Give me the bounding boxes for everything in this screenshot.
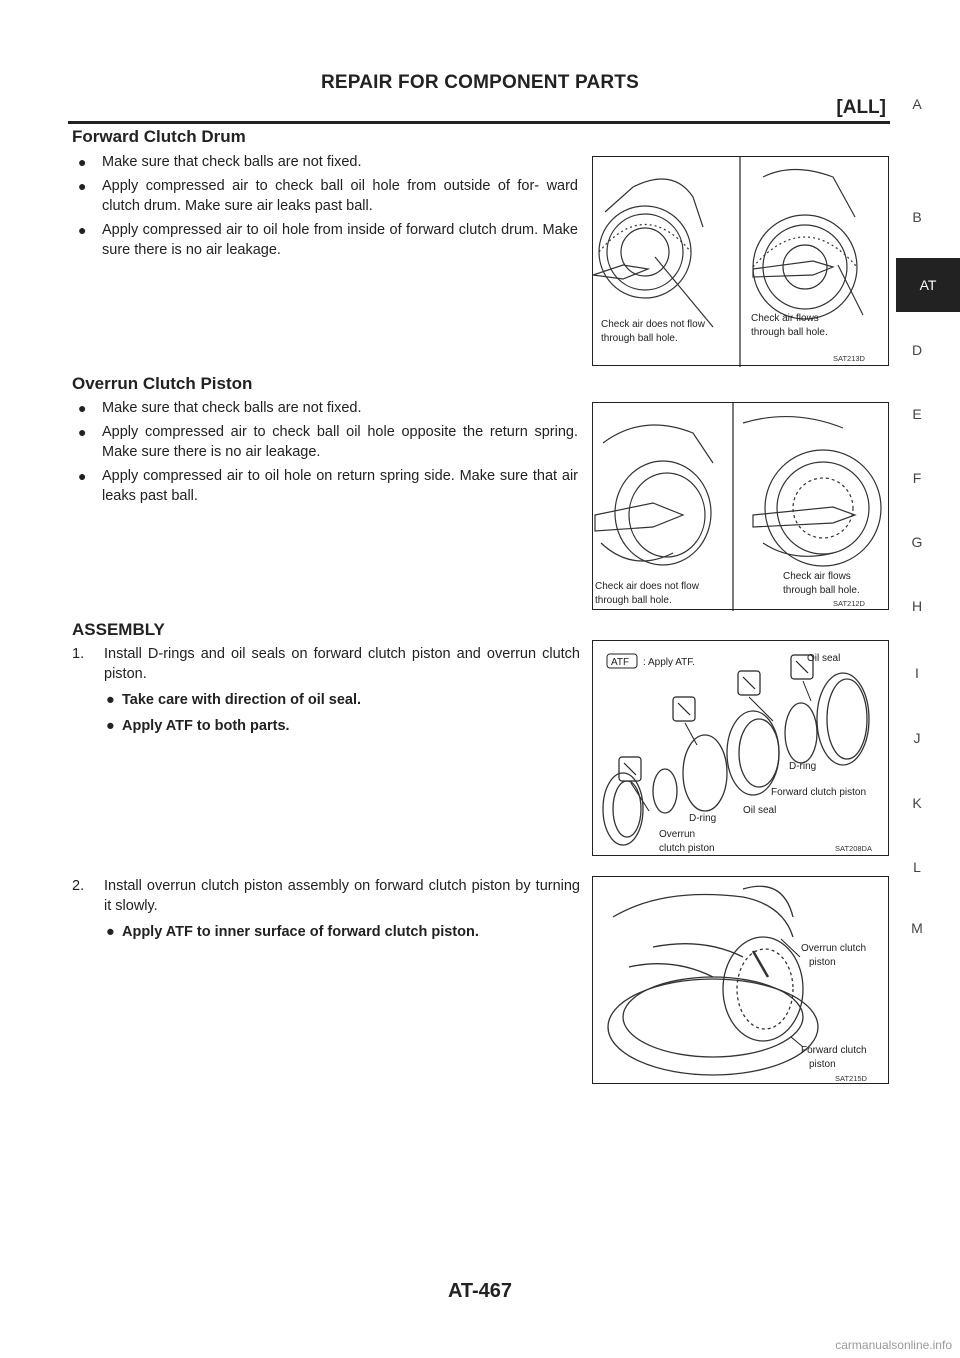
- fig-caption: Check air does not flow: [601, 319, 705, 330]
- step-1-subbullets: [72, 690, 580, 736]
- page-header-title: REPAIR FOR COMPONENT PARTS: [320, 72, 639, 93]
- side-index-letter[interactable]: G: [911, 534, 923, 550]
- fig-code: SAT212D: [833, 599, 865, 608]
- fig-caption: through ball hole.: [595, 595, 672, 606]
- label-oil-seal-mid: Oil seal: [743, 805, 777, 816]
- fig-code: SAT208DA: [835, 844, 872, 853]
- fig-caption: through ball hole.: [751, 327, 828, 338]
- list-item: ● Apply compressed air to check ball oil hole from outside of for- ward clutch drum. Make sure air leaks past ball.: [78, 178, 578, 214]
- label-d-ring-left: D-ring: [689, 813, 717, 824]
- side-index-letter[interactable]: D: [911, 342, 923, 358]
- fig-caption: Check air flows: [783, 571, 851, 582]
- label-overrun-clutch-piston: clutch piston: [659, 843, 715, 854]
- list-item: ● Apply compressed air to oil hole on return spring side. Make sure that air leaks past ball.: [78, 468, 578, 504]
- section-heading-overrun-clutch-piston: Overrun Clutch Piston: [72, 374, 253, 393]
- overrun-clutch-piston-bullets: [76, 398, 578, 510]
- fig-code: SAT213D: [833, 354, 865, 363]
- side-index-letter[interactable]: L: [913, 859, 921, 875]
- list-item: ● Apply ATF to inner surface of forward clutch piston.: [106, 924, 479, 940]
- label-overrun-clutch: Overrun clutch: [801, 943, 867, 954]
- list-item: ● Make sure that check balls are not fixed.: [78, 154, 362, 170]
- label-forward-clutch: Forward clutch: [801, 1045, 867, 1056]
- page-number: AT-467: [447, 1280, 513, 1302]
- label-forward-clutch-piston: piston: [809, 1059, 836, 1070]
- side-index-active-tab[interactable]: AT: [896, 258, 960, 312]
- fig-caption: through ball hole.: [783, 585, 860, 596]
- list-item: ● Take care with direction of oil seal.: [106, 692, 362, 708]
- side-index-letter[interactable]: F: [912, 470, 922, 486]
- step-text: Install D-rings and oil seals on forward clutch piston and overrun clutch piston.: [104, 646, 580, 682]
- label-forward-clutch-piston: Forward clutch piston: [771, 787, 867, 798]
- side-index-letter[interactable]: J: [913, 730, 921, 746]
- page-header-tag: [ALL]: [836, 97, 886, 118]
- side-index-letter[interactable]: M: [911, 920, 923, 936]
- fig-caption: Check air does not flow: [595, 581, 699, 592]
- step-2-subbullets: [72, 922, 580, 942]
- list-item: ● Apply compressed air to oil hole from inside of forward clutch drum. Make sure there is no air leakage.: [78, 222, 578, 258]
- label-d-ring-right: D-ring: [789, 761, 817, 772]
- label-overrun-clutch-piston: piston: [809, 957, 836, 968]
- fig-code: SAT215D: [835, 1074, 867, 1083]
- fig-legend: : Apply ATF.: [643, 657, 696, 668]
- list-item: ● Apply ATF to both parts.: [106, 718, 290, 734]
- figure-assembly-exploded-view: [592, 640, 889, 856]
- forward-clutch-drum-bullets: [76, 152, 578, 264]
- atf-badge: ATF: [611, 657, 630, 668]
- section-heading-forward-clutch-drum: Forward Clutch Drum: [72, 127, 246, 146]
- step-number: 2.: [72, 878, 85, 894]
- side-index-letter[interactable]: B: [912, 209, 922, 225]
- assembly-step-1: [72, 644, 580, 742]
- fig-caption: through ball hole.: [601, 333, 678, 344]
- section-heading-assembly: ASSEMBLY: [72, 620, 165, 639]
- side-index-letter[interactable]: E: [912, 406, 922, 422]
- figure-assembly-install: [592, 876, 889, 1084]
- list-item: ● Apply compressed air to check ball oil hole opposite the return spring. Make sure there is no air leakage.: [78, 424, 578, 460]
- side-index-letter[interactable]: K: [912, 795, 922, 811]
- list-item: ● Make sure that check balls are not fixed.: [78, 400, 362, 416]
- watermark: carmanualsonline.info: [835, 1338, 952, 1352]
- side-index-letter[interactable]: H: [911, 598, 923, 614]
- side-index-letter[interactable]: A: [912, 96, 922, 112]
- header-rule: [68, 121, 890, 124]
- figure-overrun-clutch-piston: [592, 402, 889, 610]
- assembly-step-2: [72, 876, 580, 948]
- label-overrun: Overrun: [659, 829, 696, 840]
- figure-forward-clutch-drum: [592, 156, 889, 366]
- step-number: 1.: [72, 646, 85, 662]
- step-text: Install overrun clutch piston assembly on forward clutch piston by turning it slowly.: [104, 878, 580, 914]
- fig-caption: Check air flows: [751, 313, 819, 324]
- side-index-letter[interactable]: I: [915, 665, 919, 681]
- label-oil-seal-top: Oil seal: [807, 653, 841, 664]
